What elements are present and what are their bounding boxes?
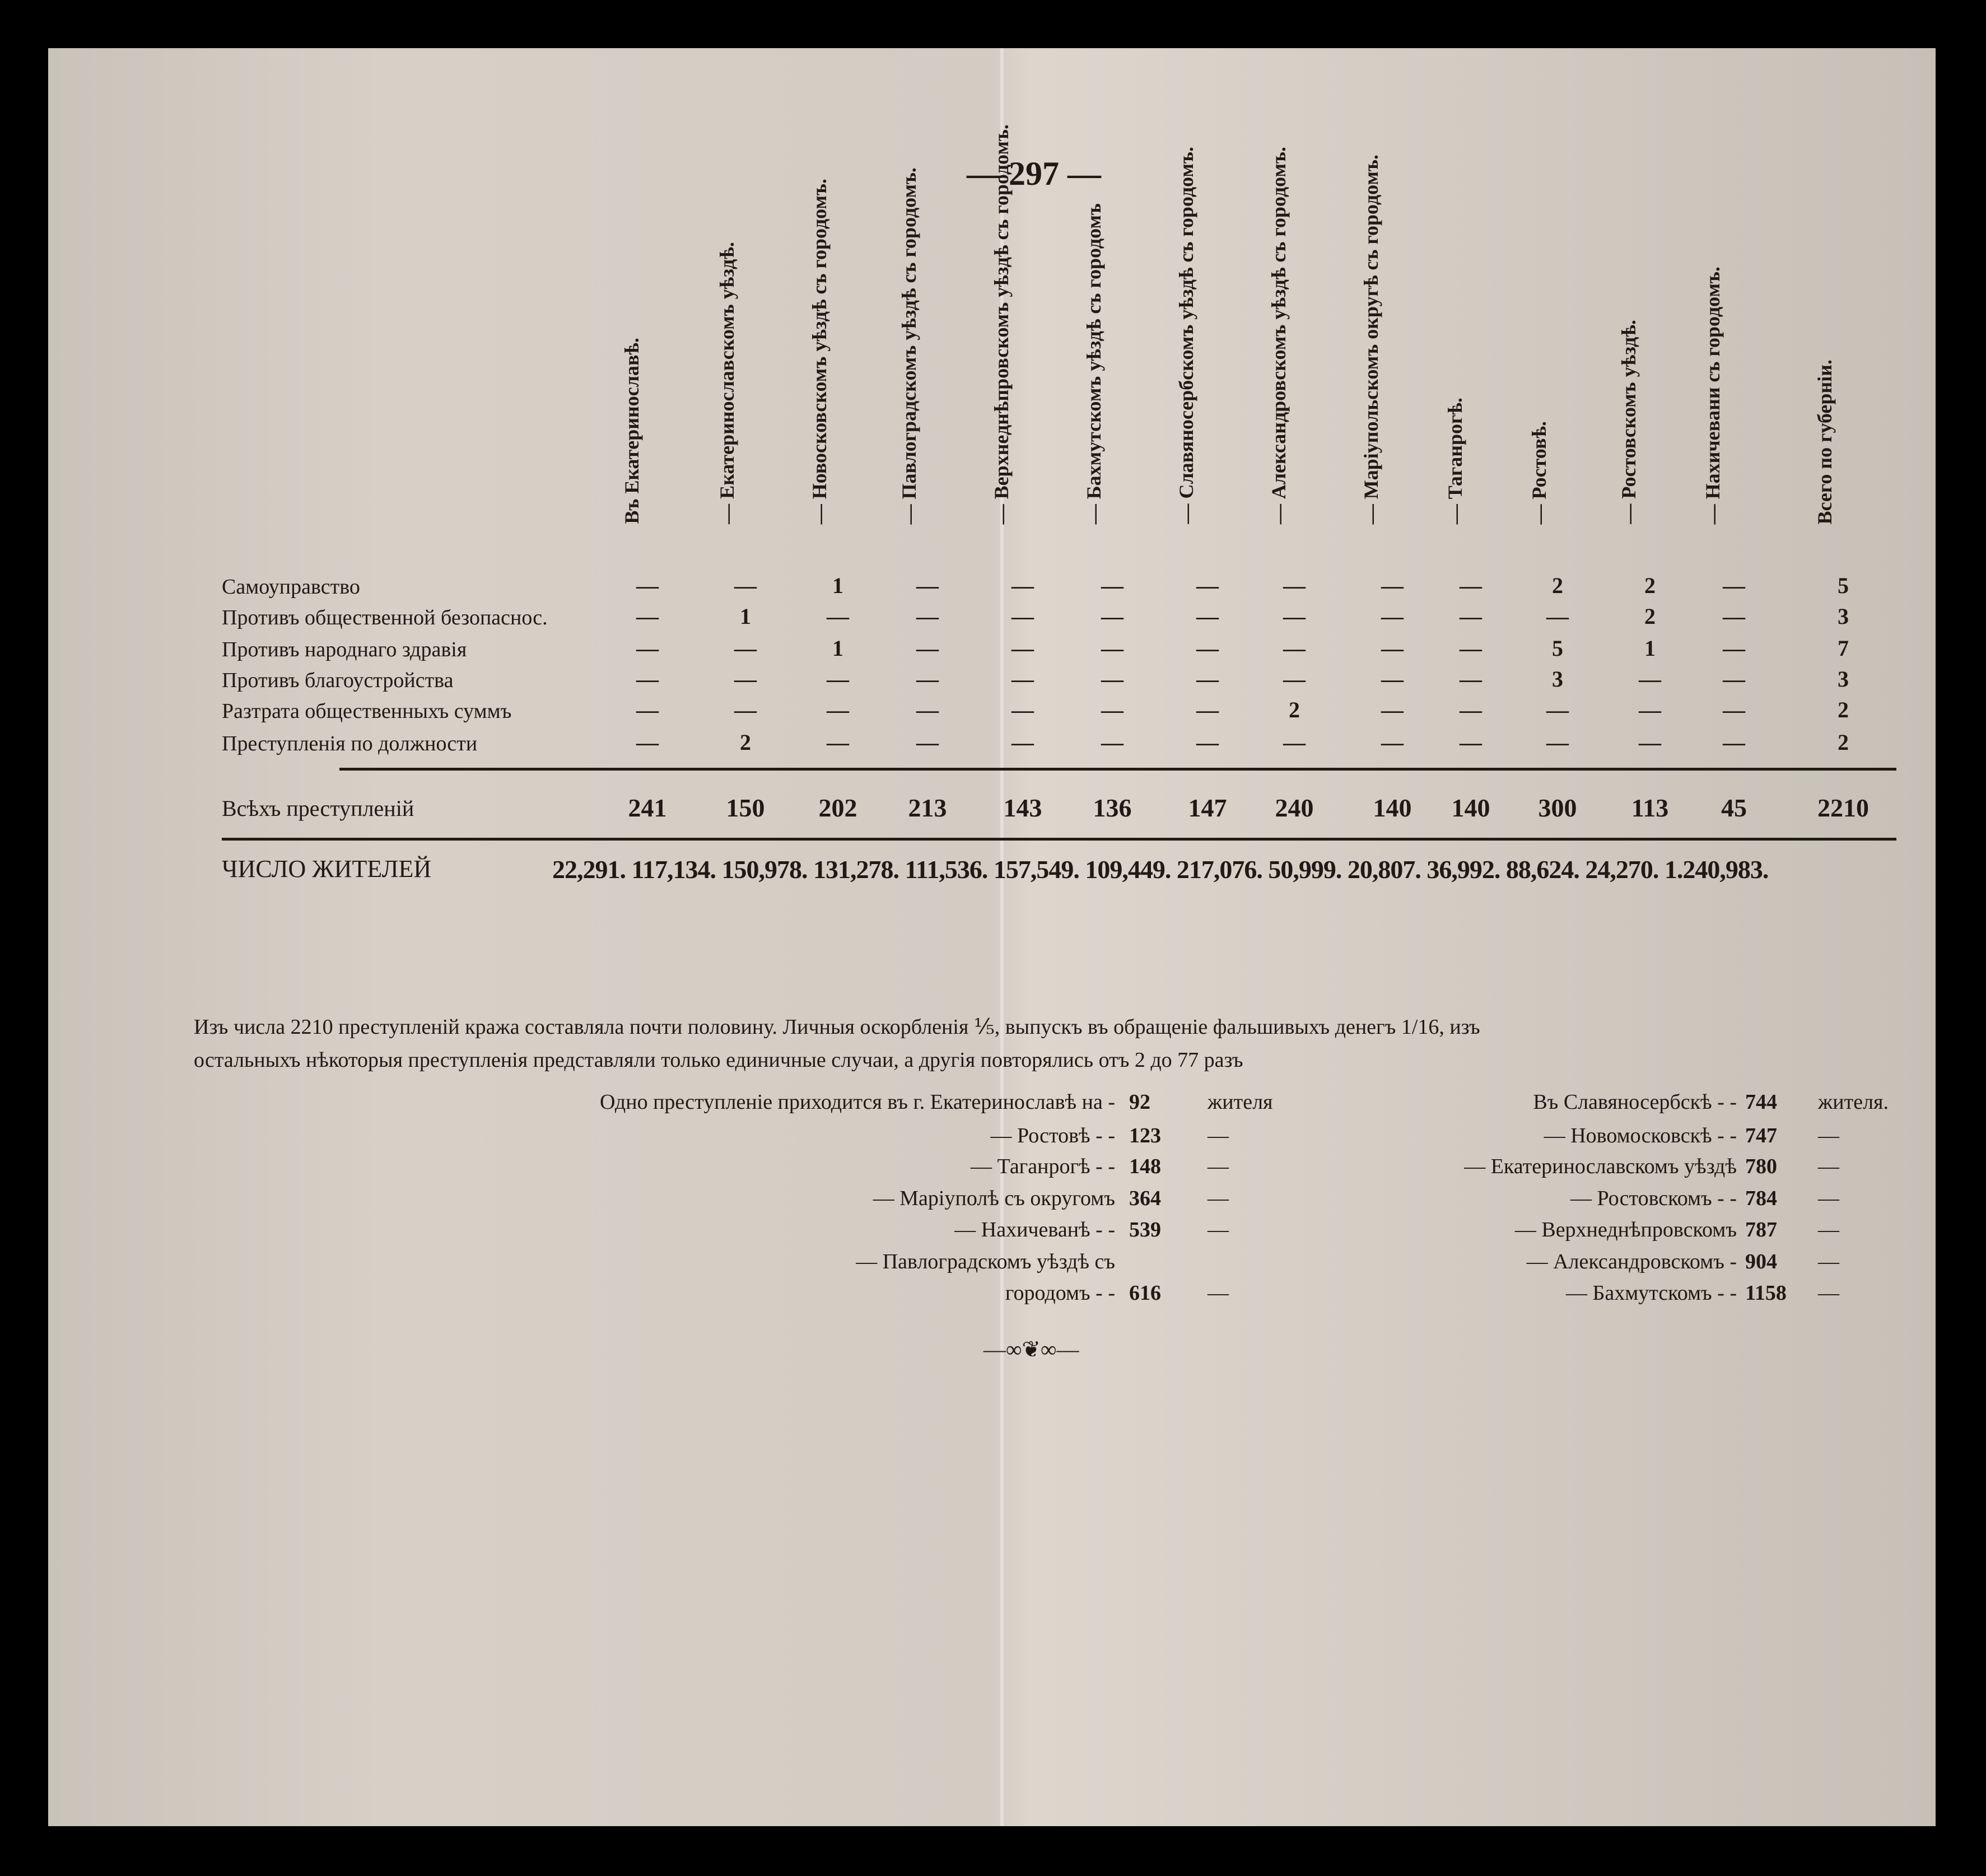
total-cell: 140: [1373, 794, 1412, 822]
table-cell: —: [1011, 730, 1034, 755]
table-cell: —: [1639, 730, 1661, 755]
total-cell: 136: [1093, 794, 1132, 822]
table-cell: —: [1011, 697, 1034, 722]
table-cell: —: [1196, 697, 1219, 722]
column-header: — Маріупольскомъ округѣ съ городомъ.: [1360, 154, 1382, 524]
table-cell: —: [734, 666, 757, 692]
row-label: Разтрата общественныхъ суммъ: [222, 699, 512, 723]
table-cell: —: [1101, 573, 1123, 598]
ratio-place: Одно преступленіе приходится въ г. Екатеринославѣ на -: [599, 1090, 1115, 1114]
ratio-value: 1158: [1745, 1281, 1787, 1305]
totals-label: Всѣхъ преступленій: [222, 796, 414, 821]
ratio-place: — Таганрогѣ - -: [971, 1155, 1115, 1178]
ratio-place: — Екатеринославскомъ уѣздѣ: [1464, 1155, 1737, 1178]
paragraph-line-1: Изъ числа 2210 преступленій кража составляла почти половину. Личныя оскорбленія ⅕, выпускъ въ обращеніе фальшивыхъ денегъ 1/16, изъ: [194, 1015, 1480, 1039]
ornament: —∞❦∞—: [983, 1337, 1079, 1362]
table-cell: 1: [740, 604, 751, 629]
table-cell: —: [1546, 697, 1569, 722]
table-cell: —: [734, 697, 757, 722]
column-header: — Славяносербскомъ уѣздѣ съ городомъ.: [1175, 147, 1197, 524]
table-rule-top: [339, 768, 1896, 771]
table-cell: —: [916, 604, 939, 629]
ratio-unit: —: [1818, 1250, 1839, 1273]
table-cell: —: [1283, 604, 1306, 629]
table-cell: 2: [1838, 730, 1849, 755]
table-cell: —: [1011, 573, 1034, 598]
ratio-value: 747: [1745, 1124, 1777, 1147]
column-header: — Ростовскомъ уѣздѣ.: [1617, 320, 1640, 524]
ratio-unit: —: [1818, 1187, 1839, 1210]
table-cell: —: [1011, 636, 1034, 661]
table-cell: 2: [1644, 573, 1656, 598]
page-number: — 297 —: [967, 155, 1101, 192]
document-page: [48, 48, 1936, 1826]
table-cell: —: [1460, 666, 1482, 692]
ratio-unit: жителя.: [1818, 1090, 1889, 1114]
table-cell: —: [1381, 666, 1404, 692]
ratio-unit: —: [1208, 1124, 1229, 1147]
table-cell: 2: [1838, 697, 1849, 722]
table-cell: —: [734, 636, 757, 661]
ratio-unit: —: [1208, 1155, 1229, 1178]
table-cell: —: [1381, 730, 1404, 755]
ratio-unit: —: [1208, 1218, 1229, 1242]
table-cell: —: [827, 730, 849, 755]
table-cell: —: [1196, 666, 1219, 692]
total-cell: 300: [1538, 794, 1577, 822]
total-cell: 45: [1721, 794, 1747, 822]
column-header: — Павлоградскомъ уѣздѣ съ городомъ.: [898, 167, 920, 524]
ratio-value: 616: [1129, 1281, 1161, 1305]
table-cell: —: [1460, 730, 1482, 755]
table-cell: —: [1011, 604, 1034, 629]
ratio-unit: —: [1818, 1124, 1839, 1147]
table-cell: —: [827, 604, 849, 629]
ratio-value: 92: [1129, 1090, 1150, 1114]
table-cell: 2: [1289, 697, 1300, 722]
table-cell: —: [1723, 730, 1745, 755]
column-header: — Новосковскомъ уѣздѣ съ городомъ.: [808, 178, 831, 524]
table-cell: —: [827, 666, 849, 692]
table-cell: 2: [1552, 573, 1563, 598]
column-header: — Екатеринославскомъ уѣздѣ.: [716, 242, 738, 524]
table-cell: —: [1101, 730, 1123, 755]
ratio-unit: —: [1818, 1281, 1839, 1305]
total-cell: 202: [818, 794, 857, 822]
table-cell: —: [916, 636, 939, 661]
column-header: — Бахмутскомъ уѣздѣ съ городомъ: [1083, 203, 1105, 524]
table-cell: 3: [1552, 666, 1563, 692]
table-cell: —: [1101, 666, 1123, 692]
ratio-place: — Верхнеднѣпровскомъ: [1514, 1218, 1737, 1242]
table-rule-bottom: [222, 838, 1896, 841]
ratio-place: — Павлоградскомъ уѣздѣ съ: [856, 1250, 1115, 1273]
ratio-place: — Александровскомъ -: [1526, 1250, 1737, 1273]
ratio-place: — Новомосковскѣ - -: [1544, 1124, 1737, 1147]
ratio-place: — Бахмутскомъ - -: [1566, 1281, 1737, 1305]
table-cell: —: [916, 730, 939, 755]
ratio-place: Въ Славяносербскѣ - -: [1533, 1090, 1737, 1114]
table-cell: —: [1460, 573, 1482, 598]
table-cell: —: [1381, 573, 1404, 598]
row-label: Противъ благоустройства: [222, 669, 454, 692]
table-cell: —: [1723, 604, 1745, 629]
table-cell: —: [1639, 666, 1661, 692]
population-values: 22,291. 117,134. 150,978. 131,278. 111,536. 157,549. 109,449. 217,076. 50,999. 20,807. 36,992. 88,624. 24,270. 1.240,983.: [552, 855, 1769, 884]
total-cell: 240: [1275, 794, 1314, 822]
table-cell: —: [1101, 636, 1123, 661]
table-cell: —: [1283, 730, 1306, 755]
table-cell: —: [636, 666, 659, 692]
table-cell: —: [1101, 604, 1123, 629]
table-cell: 2: [1644, 604, 1656, 629]
table-cell: —: [827, 697, 849, 722]
row-label: Самоуправство: [222, 575, 360, 599]
column-header: — Таганрогѣ.: [1444, 397, 1466, 524]
ratio-value: 123: [1129, 1124, 1161, 1147]
row-label: Преступленія по должности: [222, 732, 478, 755]
table-cell: —: [1196, 604, 1219, 629]
column-header: — Верхнеднѣпровскомъ уѣздѣ съ городомъ.: [990, 124, 1013, 524]
total-cell: 241: [628, 794, 667, 822]
table-cell: —: [734, 573, 757, 598]
table-cell: 1: [1644, 636, 1656, 661]
ratio-value: 148: [1129, 1155, 1161, 1178]
column-header: — Нахичевани съ городомъ.: [1701, 266, 1724, 524]
table-cell: —: [1381, 697, 1404, 722]
ratio-unit: жителя: [1208, 1090, 1273, 1114]
table-cell: —: [916, 573, 939, 598]
ratio-value: 904: [1745, 1250, 1777, 1273]
table-cell: —: [1283, 573, 1306, 598]
ratio-place: — Нахичеванѣ - -: [954, 1218, 1115, 1242]
table-cell: —: [916, 697, 939, 722]
table-cell: —: [636, 604, 659, 629]
table-cell: —: [1723, 697, 1745, 722]
column-header: Въ Екатеринославѣ.: [621, 338, 643, 524]
ratio-value: 780: [1745, 1155, 1777, 1178]
ratio-unit: —: [1818, 1155, 1839, 1178]
table-cell: 5: [1838, 573, 1849, 598]
ratio-place: — Маріуполѣ съ округомъ: [873, 1187, 1115, 1210]
ratio-value: 787: [1745, 1218, 1777, 1242]
table-cell: —: [636, 636, 659, 661]
total-cell: 143: [1003, 794, 1042, 822]
table-cell: 1: [832, 636, 843, 661]
table-cell: —: [1196, 730, 1219, 755]
table-cell: —: [636, 730, 659, 755]
table-cell: 3: [1838, 666, 1849, 692]
table-cell: —: [916, 666, 939, 692]
table-cell: —: [1196, 636, 1219, 661]
table-cell: —: [1101, 697, 1123, 722]
table-cell: —: [1011, 666, 1034, 692]
table-cell: —: [1283, 636, 1306, 661]
total-cell: 2210: [1817, 794, 1869, 822]
table-cell: —: [1546, 604, 1569, 629]
table-cell: —: [1723, 636, 1745, 661]
table-cell: —: [1460, 636, 1482, 661]
table-cell: —: [1723, 573, 1745, 598]
ratio-value: 784: [1745, 1187, 1777, 1210]
table-cell: —: [636, 573, 659, 598]
row-label: Противъ общественной безопаснос.: [222, 606, 548, 629]
ratio-unit: —: [1208, 1187, 1229, 1210]
ratio-value: 364: [1129, 1187, 1161, 1210]
table-cell: —: [1723, 666, 1745, 692]
total-cell: 213: [908, 794, 947, 822]
total-cell: 150: [726, 794, 765, 822]
paragraph-line-2: остальныхъ нѣкоторыя преступленія представляли только единичные случаи, а другія повторялись отъ 2 до 77 разъ: [194, 1048, 1243, 1072]
table-cell: —: [1546, 730, 1569, 755]
ratio-place: — Ростовѣ - -: [990, 1124, 1115, 1147]
table-cell: —: [1460, 697, 1482, 722]
column-header: — Александровскомъ уѣздѣ съ городомъ.: [1267, 146, 1290, 524]
table-cell: —: [636, 697, 659, 722]
table-cell: —: [1283, 666, 1306, 692]
total-cell: 113: [1631, 794, 1669, 822]
table-cell: 2: [740, 730, 751, 755]
table-cell: —: [1381, 604, 1404, 629]
table-cell: —: [1196, 573, 1219, 598]
table-cell: 7: [1838, 636, 1849, 661]
table-cell: —: [1460, 604, 1482, 629]
table-cell: —: [1639, 697, 1661, 722]
ratio-value: 539: [1129, 1218, 1161, 1242]
table-cell: 3: [1838, 604, 1849, 629]
ratio-place: — Ростовскомъ - -: [1570, 1187, 1737, 1210]
ratio-place: городомъ - -: [1005, 1281, 1115, 1305]
row-label: Противъ народнаго здравія: [222, 638, 467, 661]
table-cell: 5: [1552, 636, 1563, 661]
ratio-value: 744: [1745, 1090, 1777, 1114]
table-cell: —: [1381, 636, 1404, 661]
column-header: — Ростовѣ.: [1528, 421, 1550, 524]
column-header: Всего по губерніи.: [1813, 359, 1836, 524]
ratio-unit: —: [1818, 1218, 1839, 1242]
population-label: ЧИСЛО ЖИТЕЛЕЙ: [222, 855, 432, 883]
ratio-unit: —: [1208, 1281, 1229, 1305]
total-cell: 140: [1451, 794, 1490, 822]
total-cell: 147: [1188, 794, 1227, 822]
table-cell: 1: [832, 573, 843, 598]
